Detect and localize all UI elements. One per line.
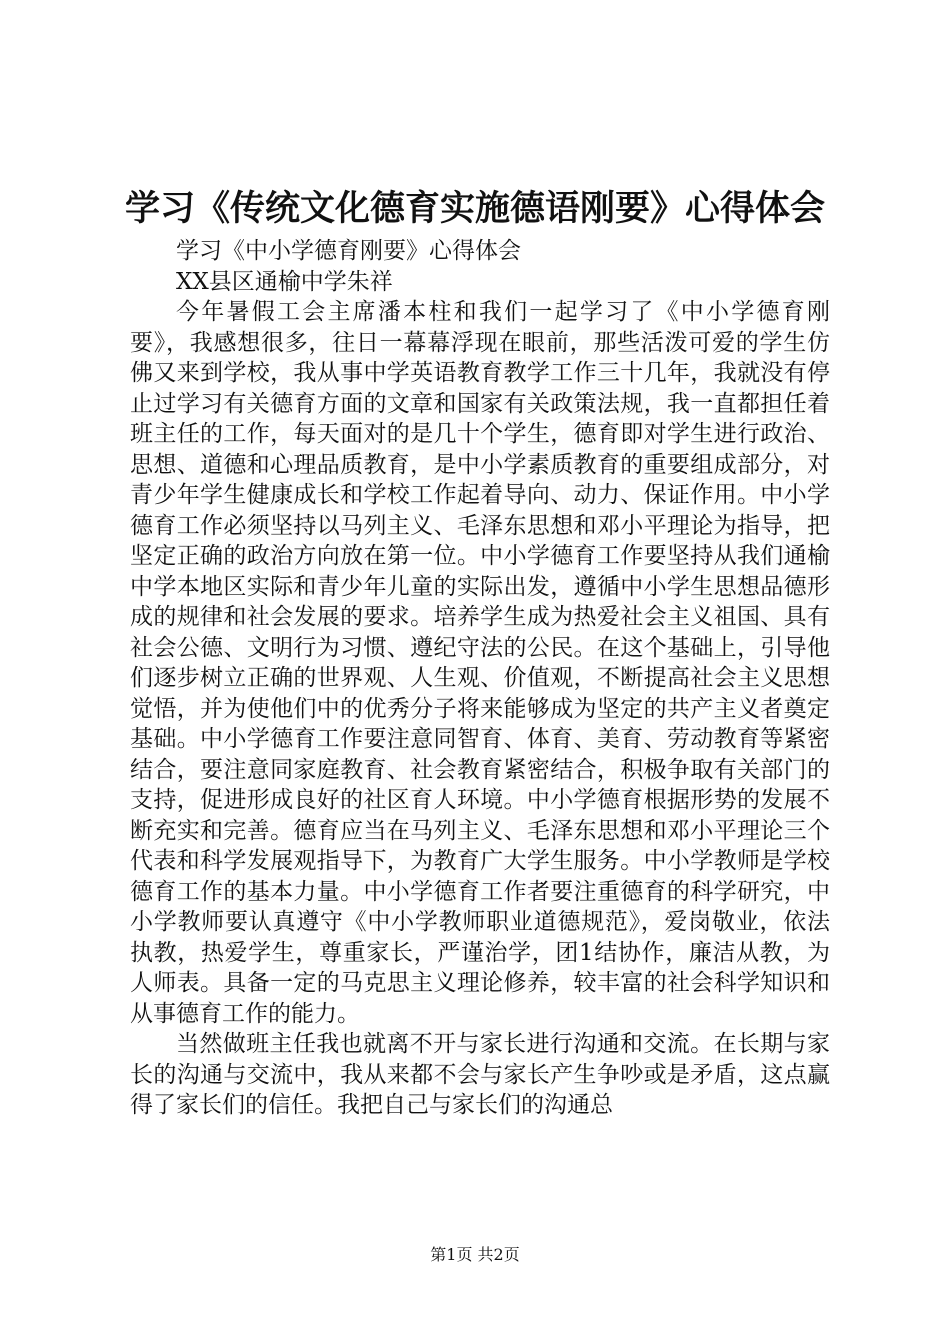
document-title: 学习《传统文化德育实施德语刚要》心得体会	[124, 188, 825, 229]
page-number-footer: 第1页 共2页	[430, 1245, 520, 1264]
body-paragraph: 当然做班主任我也就离不开与家长进行沟通和交流。在长期与家长的沟通与交流中，我从来都不会与家长产生争吵或是矛盾，这点赢得了家长们的信任。我把自己与家长们的沟通总	[130, 1031, 830, 1118]
subtitle-paragraph: 学习《中小学德育刚要》心得体会	[176, 238, 521, 264]
document-body	[130, 236, 830, 1121]
body-paragraph: 今年暑假工会主席潘本柱和我们一起学习了《中小学德育刚要》，我感想很多，往日一幕幕浮现在眼前，那些活泼可爱的学生仿佛又来到学校，我从事中学英语教育教学工作三十几年，我就没有停止过学习有关德育方面的文章和国家有关政策法规，我一直都担任着班主任的工作，每天面对的是几十个学生，德育即对学生进行政治、思想、道德和心理品质教育，是中小学素质教育的重要组成部分，对青少年学生健康成长和学校工作起着导向、动力、保证作用。中小学德育工作必须坚持以马列主义、毛泽东思想和邓小平理论为指导，把坚定正确的政治方向放在第一位。中小学德育工作要坚持从我们通榆中学本地区实际和青少年儿童的实际出发，遵循中小学生思想品德形成的规律和社会发展的要求。培养学生成为热爱社会主义祖国、具有社会公德、文明行为习惯、遵纪守法的公民。在这个基础上，引导他们逐步树立正确的世界观、人生观、价值观，不断提高社会主义思想觉悟，并为使他们中的优秀分子将来能够成为坚定的共产主义者奠定基础。中小学德育工作要注意同智育、体育、美育、劳动教育等紧密结合，要注意同家庭教育、社会教育紧密结合，积极争取有关部门的支持，促进形成良好的社区育人环境。中小学德育根据形势的发展不断充实和完善。德育应当在马列主义、毛泽东思想和邓小平理论三个代表和科学发展观指导下，为教育广大学生服务。中小学教师是学校德育工作的基本力量。中小学德育工作者要注重德育的科学研究，中小学教师要认真遵守《中小学教师职业道德规范》，爱岗敬业，依法执教，热爱学生，尊重家长，严谨治学，团1结协作，廉洁从教，为人师表。具备一定的马克思主义理论修养，较丰富的社会科学知识和从事德育工作的能力。	[130, 299, 830, 1027]
author-paragraph: XX县区通榆中学朱祥	[176, 268, 393, 295]
